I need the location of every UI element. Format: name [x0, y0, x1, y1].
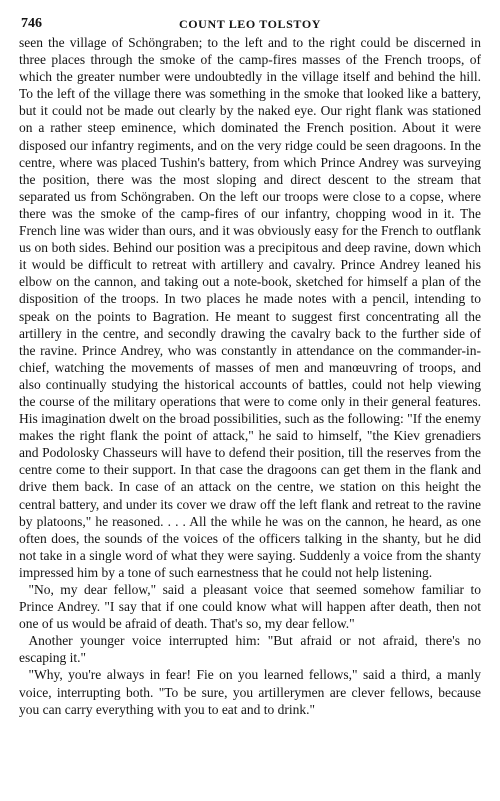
book-page: [19, 14, 481, 718]
page-header: [19, 14, 481, 34]
body-text: [19, 34, 481, 718]
running-head: COUNT LEO TOLSTOY: [178, 17, 322, 31]
page-number: 746: [21, 16, 42, 31]
paragraph: "Why, you're always in fear! Fie on you learned fellows," said a third, a manly voice, interrupting both. "To be sure, you artillerymen are clever fellows, because you can carry everything with you to eat and to drink.": [19, 667, 481, 717]
paragraph: Another younger voice interrupted him: "But afraid or not afraid, there's no escaping it.": [19, 633, 481, 666]
paragraph: seen the village of Schöngraben; to the left and to the right could be discerned in three places through the smoke of the camp-fires masses of the French troops, of which the greater number were undoubtedly in the village itself and behind the hill. To the left of the village there was something in the smoke that looked like a battery, but it could not be made out clearly by the naked eye. Our right flank was stationed on a rather steep eminence, which dominated the French position. About it were disposed our infantry regiments, and on the very ridge could be seen dragoons. In the centre, where was placed Tushin's battery, from which Prince Andrey was surveying the position, there was the most sloping and direct descent to the stream that separated us from Schöngraben. On the left our troops were close to a copse, where there was the smoke of the camp-fires of our infantry, chopping wood in it. The French line was wider than ours, and it was obviously easy for the French to outflank us on both sides. Behind our position was a precipitous and deep ravine, down which it would be difficult to retreat with artillery and cavalry. Prince Andrey leaned his elbow on the cannon, and taking out a note-book, sketched for himself a plan of the disposition of the troops. In two places he made notes with a pencil, intending to speak on the points to Bagration. He meant to suggest first concentrating all the artillery in the centre, and secondly drawing the cavalry back to the further side of the ravine. Prince Andrey, who was constantly in attendance on the commander-in-chief, watching the movements of masses of men and manœuvring of troops, and also continually studying the historical accounts of battles, could not help viewing the course of the military operations that were to come only in their general features. His imagination dwelt on the broad possibilities, such as the following: "If the enemy makes the right flank the point of attack," he said to himself, "the Kiev grenadiers and Podolosky Chasseurs will have to defend their position, till the reserves from the centre come to their support. In that case the dragoons can get them in the flank and drive them back. In case of an attack on the centre, we station on this height the central battery, and under its cover we draw off the left flank and retreat to the ravine by platoons," he reasoned. . . . All the while he was on the cannon, he heard, as one often does, the sounds of the voices of the officers talking in the shanty, but he did not take in a single word of what they were saying. Suddenly a voice from the shanty impressed him by a tone of such earnestness that he could not help listening.: [19, 35, 481, 580]
paragraph: "No, my dear fellow," said a pleasant voice that seemed somehow familiar to Prince Andrey. "I say that if one could know what will happen after death, then not one of us would be afraid of death. That's so, my dear fellow.": [19, 582, 481, 632]
